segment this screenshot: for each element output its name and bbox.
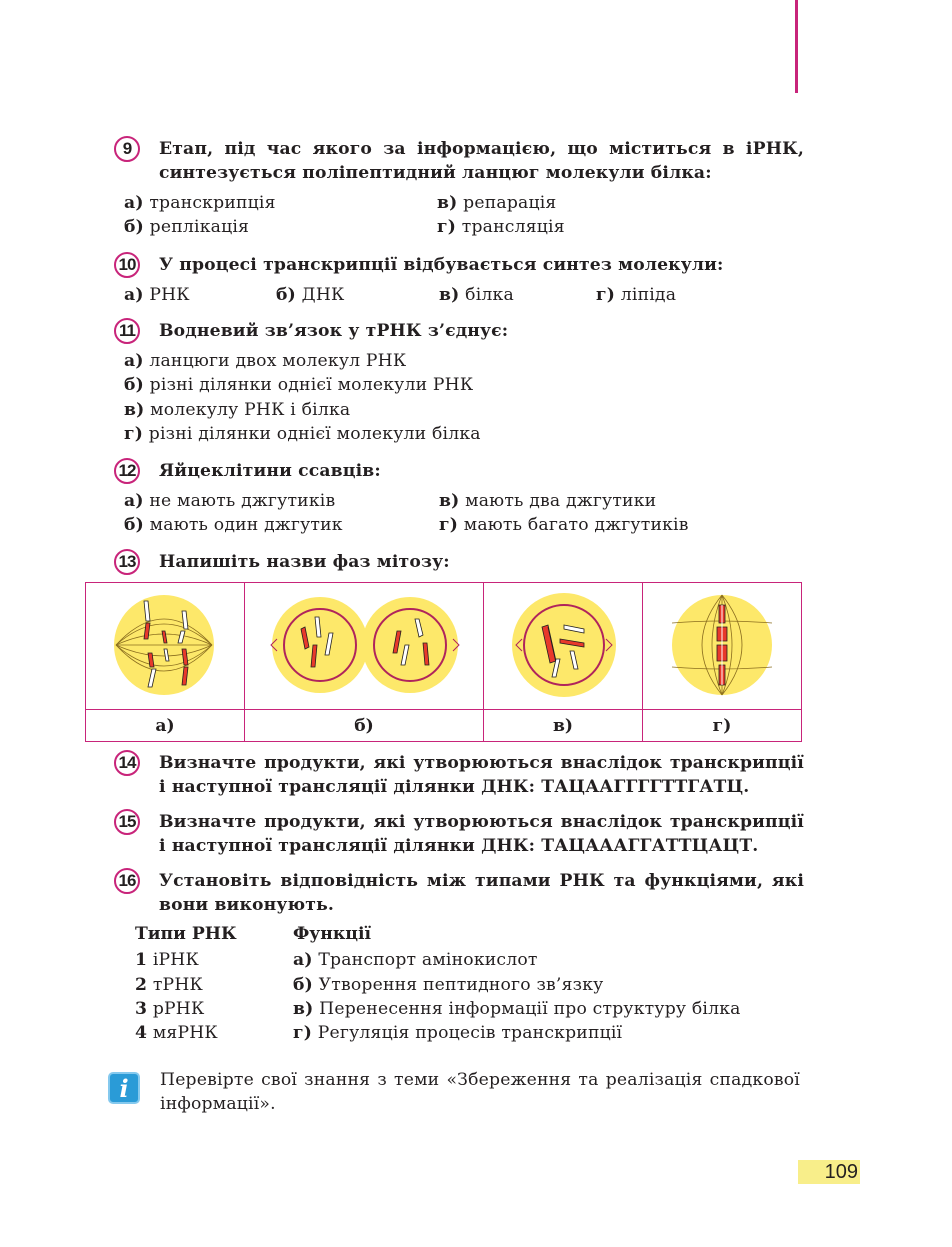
question-number: 13 — [114, 549, 140, 575]
page-accent-bar — [795, 0, 798, 93]
option: а) РНК — [124, 285, 190, 305]
phase-label-v: в) — [484, 710, 643, 742]
option: в) білка — [439, 285, 514, 305]
option: в) молекулу РНК і білка — [124, 400, 351, 420]
question-number: 14 — [114, 750, 140, 776]
anaphase-cell-illustration — [86, 583, 244, 705]
question-12 — [114, 459, 804, 484]
option: г) різні ділянки однієї молекули білка — [124, 424, 481, 444]
column-header-functions: Функції — [293, 924, 372, 944]
telophase-cell-illustration — [245, 583, 483, 705]
question-number: 12 — [114, 458, 140, 484]
function-item: г) Регуляція процесів транскрипції — [293, 1023, 623, 1043]
question-15 — [114, 810, 804, 858]
option: в) мають два джгутики — [439, 491, 657, 511]
question-number: 10 — [114, 252, 140, 278]
question-text: Установіть відповідність між типами РНК та функціями, які вони виконують. — [159, 871, 804, 915]
column-header-rna-types: Типи РНК — [135, 924, 237, 944]
phase-label-g: г) — [643, 710, 802, 742]
option: б) різні ділянки однієї молекули РНК — [124, 375, 474, 395]
question-text: У процесі транскрипції відбувається синтез молекули: — [159, 255, 724, 275]
question-16 — [114, 869, 804, 917]
question-13 — [114, 550, 804, 575]
option: г) трансляція — [437, 217, 565, 237]
question-11 — [114, 319, 804, 344]
question-text: Водневий зв’язок у тРНК з’єднує: — [159, 321, 509, 341]
question-number: 11 — [114, 318, 140, 344]
info-text: Перевірте свої знання з теми «Збереження та реалізація спадкової інформації». — [160, 1070, 800, 1114]
question-text: Етап, під час якого за інформацією, що міститься в іРНК, синтезується поліпептидний ланцюг молекули білка: — [159, 139, 804, 183]
option: а) транскрипція — [124, 193, 276, 213]
mitosis-image-telophase — [245, 583, 484, 710]
mitosis-phases-table — [85, 582, 802, 742]
function-item: б) Утворення пептидного зв’язку — [293, 975, 604, 995]
metaphase-cell-illustration — [643, 583, 801, 705]
question-text: Напишіть назви фаз мітозу: — [159, 552, 450, 572]
option: в) репарація — [437, 193, 557, 213]
question-text: Визначте продукти, які утворюються внаслідок транскрипції і наступної трансляції ділянки ДНК: ТАЦАААГГАТТЦАЦТ. — [159, 812, 804, 856]
info-icon: i — [108, 1072, 140, 1104]
question-text: Яйцеклітини ссавців: — [159, 461, 381, 481]
option: г) мають багато джгутиків — [439, 515, 689, 535]
function-item: в) Перенесення інформації про структуру білка — [293, 999, 741, 1019]
question-14 — [114, 751, 804, 799]
question-10 — [114, 253, 804, 278]
question-number: 16 — [114, 868, 140, 894]
option: б) ДНК — [276, 285, 345, 305]
rna-type-item: 3 рРНК — [135, 999, 205, 1019]
phase-label-b: б) — [245, 710, 484, 742]
phase-label-a: а) — [86, 710, 245, 742]
page-number: 109 — [798, 1160, 860, 1184]
option: а) ланцюги двох молекул РНК — [124, 351, 407, 371]
option: б) мають один джгутик — [124, 515, 343, 535]
question-9 — [114, 137, 804, 185]
rna-type-item: 2 тРНК — [135, 975, 204, 995]
mitosis-image-anaphase — [86, 583, 245, 710]
question-number: 9 — [114, 136, 140, 162]
question-number: 15 — [114, 809, 140, 835]
function-item: а) Транспорт амінокислот — [293, 950, 538, 970]
question-text: Визначте продукти, які утворюються внаслідок транскрипції і наступної трансляції ділянки ДНК: ТАЦААГГГГТТГАТЦ. — [159, 753, 804, 797]
prophase-cell-illustration — [484, 583, 642, 705]
mitosis-image-metaphase — [643, 583, 802, 710]
option: б) реплікація — [124, 217, 250, 237]
rna-type-item: 1 іРНК — [135, 950, 199, 970]
mitosis-image-prophase — [484, 583, 643, 710]
rna-type-item: 4 мяРНК — [135, 1023, 218, 1043]
option: а) не мають джгутиків — [124, 491, 336, 511]
option: г) ліпіда — [596, 285, 677, 305]
